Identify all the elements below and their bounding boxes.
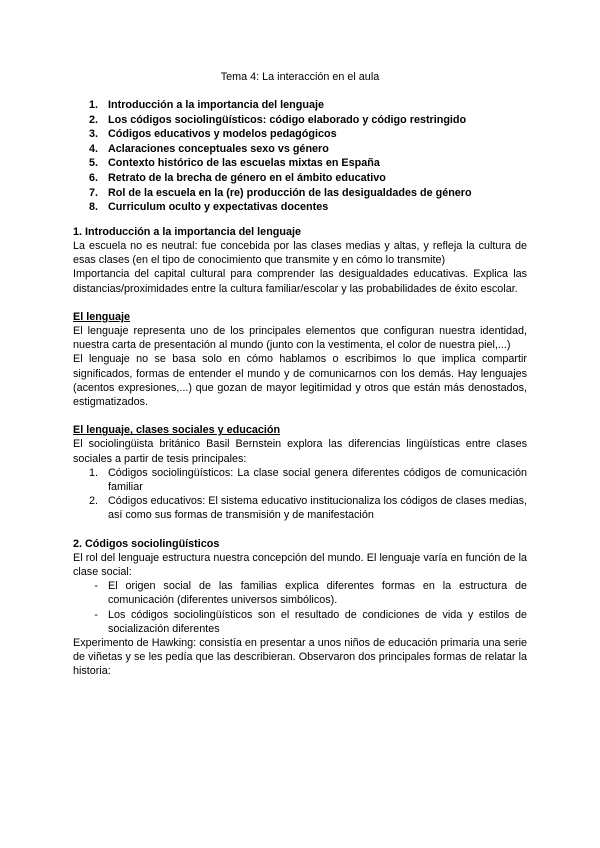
toc-item: 2. Los códigos sociolingüísticos: código elaborado y código restringido	[88, 113, 467, 126]
toc-item: 5. Contexto histórico de las escuelas mixtas en España	[88, 157, 380, 170]
toc-item: 4. Aclaraciones conceptuales sexo vs género	[88, 142, 329, 155]
toc-item: 7. Rol de la escuela en la (re) producción de las desigualdades de género	[88, 186, 472, 199]
section-heading: El lenguaje, clases sociales y educación	[73, 424, 281, 437]
section-el-lenguaje	[73, 310, 527, 409]
toc-item: 3. Códigos educativos y modelos pedagógicos	[88, 128, 337, 141]
list-item: 2. Códigos educativos: El sistema educativo institucionaliza los códigos de clases medias, así como sus formas de transmisión y de manifestación	[88, 495, 527, 522]
paragraph: Importancia del capital cultural para comprender las desigualdades educativas. Explica las distancias/proximidades entre la cultura familiar/escolar y las probabilidades de éxito escolar.	[73, 268, 527, 295]
section-heading: 1. Introducción a la importancia del lenguaje	[73, 225, 301, 238]
paragraph: El rol del lenguaje estructura nuestra concepción del mundo. El lenguaje varía en función de la clase social:	[73, 551, 527, 579]
numbered-list	[73, 466, 527, 523]
section-heading: 2. Códigos sociolingüísticos	[73, 537, 220, 550]
paragraph: El sociolingüista británico Basil Bernstein explora las diferencias lingüísticas entre clases sociales a partir de tesis principales:	[73, 438, 527, 465]
list-item: 1. Códigos sociolingüísticos: La clase social genera diferentes códigos de comunicación familiar	[88, 466, 527, 493]
toc-item: 1. Introducción a la importancia del lenguaje	[88, 99, 324, 111]
list-item: - El origen social de las familias explica diferentes formas en la estructura de comunicación (diferentes universos simbólicos).	[94, 580, 527, 607]
toc-item: 6. Retrato de la brecha de género en el ámbito educativo	[88, 171, 386, 184]
section-codigos-sociolinguisticos	[73, 537, 527, 679]
document-page	[73, 70, 527, 679]
section-introduccion	[73, 225, 527, 296]
section-heading: El lenguaje	[73, 310, 130, 323]
bullet-list	[73, 579, 527, 636]
list-item: - Los códigos sociolingüísticos son el resultado de condiciones de vida y estilos de socialización diferentes	[94, 608, 527, 635]
paragraph: La escuela no es neutral: fue concebida por las clases medias y altas, y refleja la cultura de esas clases (en el tipo de conocimiento que transmite y en cómo lo transmite)	[73, 239, 527, 267]
toc-item: 8. Curriculum oculto y expectativas docentes	[88, 201, 329, 214]
paragraph: Experimento de Hawking: consistía en presentar a unos niños de educación primaria una serie de viñetas y se les pedía que las describieran. Observaron dos principales formas de relatar la historia:	[73, 637, 527, 678]
paragraph: El lenguaje representa uno de los principales elementos que configuran nuestra identidad, nuestra carta de presentación al mundo (junto con la vestimenta, el color de nuestra piel,...)	[73, 324, 527, 352]
paragraph: El lenguaje no se basa solo en cómo hablamos o escribimos lo que implica compartir significados, formas de entender el mundo y de comunicarnos con los demás. Hay lenguajes (acentos expresiones,...) que gozan de mayor legitimidad y otros que están más denostados, estigmatizados.	[73, 353, 527, 408]
table-of-contents	[73, 98, 527, 215]
section-clases-sociales	[73, 423, 527, 522]
document-title: Tema 4: La interacción en el aula	[220, 71, 380, 83]
